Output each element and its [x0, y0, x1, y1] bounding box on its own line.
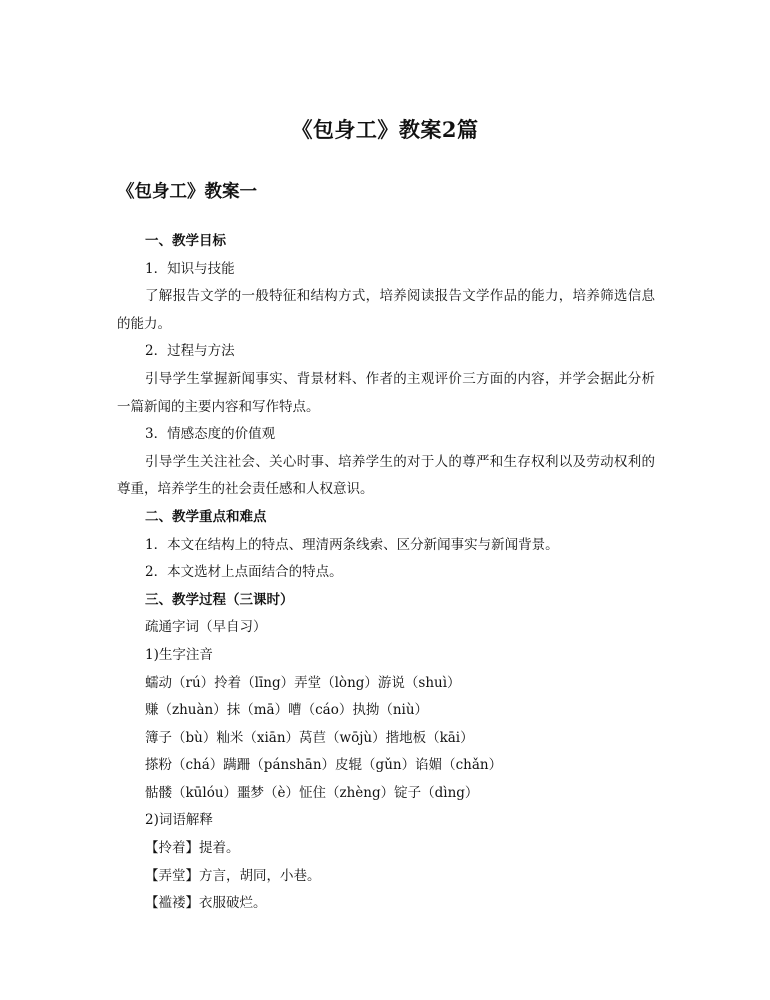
- subheading-emotion-values: 3．情感态度的价值观: [145, 426, 276, 443]
- document-title: 《包身工》教案2篇: [291, 117, 479, 142]
- section-title: 《包身工》教案一: [117, 182, 257, 202]
- pronunciation-line-5: 骷髅（kūlóu）噩梦（è）怔住（zhèng）锭子（dìng）: [145, 784, 479, 801]
- definition-item: 【弄堂】方言，胡同，小巷。: [145, 867, 321, 884]
- list-item-key-point-2: 2．本文选材上点面结合的特点。: [145, 564, 343, 581]
- paragraph-process-method: 引导学生掌握新闻事实、背景材料、作者的主观评价三方面的内容，并学会据此分析一篇新闻的主要内容和写作特点。: [117, 370, 655, 415]
- pronunciation-line-3: 簿子（bù）籼米（xiān）莴苣（wōjù）揩地板（kāi）: [145, 729, 474, 746]
- subheading-word-explanations: 2)词语解释: [145, 812, 213, 829]
- subheading-knowledge-skills: 1．知识与技能: [145, 260, 235, 277]
- heading-teaching-goals: 一、教学目标: [145, 233, 226, 249]
- heading-key-points: 二、教学重点和难点: [145, 508, 267, 525]
- pronunciation-line-1: 蠕动（rú）拎着（līng）弄堂（lòng）游说（shuì）: [145, 674, 461, 691]
- list-item-key-point-1: 1．本文在结构上的特点、理清两条线索、区分新闻事实与新闻背景。: [145, 536, 559, 553]
- pronunciation-line-4: 搽粉（chá）蹒跚（pánshān）皮辊（gǔn）谄媚（chǎn）: [145, 757, 503, 774]
- definition-item: 【褴褛】衣服破烂。: [145, 895, 267, 912]
- paragraph-knowledge-skills: 了解报告文学的一般特征和结构方式，培养阅读报告文学作品的能力，培养筛选信息的能力。: [117, 288, 655, 332]
- subheading-pronunciation: 1)生字注音: [145, 646, 213, 663]
- definition-item: 【拎着】提着。: [145, 840, 240, 857]
- subheading-process-method: 2．过程与方法: [145, 343, 235, 360]
- paragraph-emotion-values: 引导学生关注社会、关心时事、培养学生的对于人的尊严和生存权利以及劳动权利的尊重，培养学生的社会责任感和人权意识。: [117, 453, 655, 498]
- pronunciation-line-2: 赚（zhuàn）抹（mā）嘈（cáo）执拗（niù）: [145, 702, 429, 719]
- subheading-vocabulary: 疏通字词（早自习）: [145, 619, 267, 636]
- document-body: [117, 228, 655, 918]
- heading-teaching-process: 三、教学过程（三课时）: [145, 591, 294, 608]
